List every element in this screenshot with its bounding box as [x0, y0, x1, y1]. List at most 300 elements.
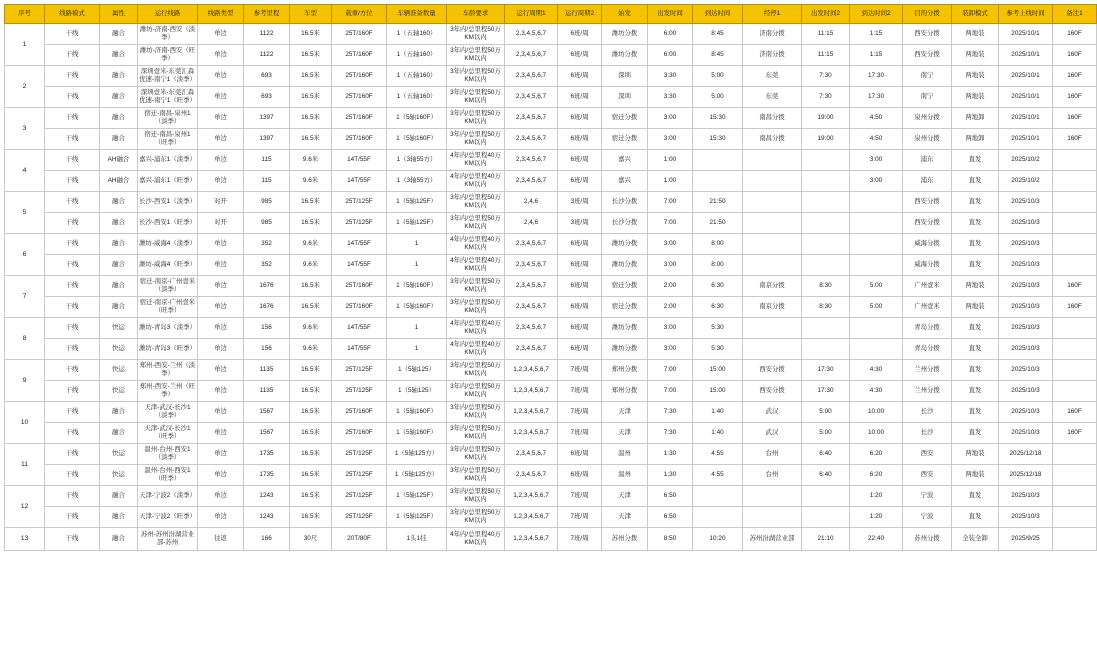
table-cell: 济南分拨: [743, 24, 802, 45]
table-cell: 16.5米: [290, 129, 332, 150]
table-cell: 25T/125F: [332, 465, 387, 486]
table-cell: 潍坊-青岛3（淡季）: [138, 318, 198, 339]
table-cell: [850, 234, 903, 255]
table-cell: 1（5轴125F）: [387, 192, 447, 213]
table-row: [5, 297, 1097, 318]
table-cell: 深圳壹米-东莞汇森优速-南宁1（淡季）: [138, 66, 198, 87]
table-cell: 1,2,3,4,5,6,7: [505, 402, 558, 423]
table-cell: 嘉兴: [602, 150, 648, 171]
column-header: 到达时间: [693, 5, 743, 24]
sequence-cell: 6: [5, 234, 45, 276]
table-cell: 直发: [952, 255, 999, 276]
table-cell: 潍坊分拨: [602, 318, 648, 339]
table-cell: 单边: [198, 255, 244, 276]
table-cell: 4:55: [693, 465, 743, 486]
table-cell: 两地装: [952, 276, 999, 297]
column-header: 运行线路: [138, 5, 198, 24]
sequence-cell: 2: [5, 66, 45, 108]
table-cell: 25T/125F: [332, 486, 387, 507]
table-cell: 融合: [100, 297, 138, 318]
table-cell: 156: [244, 318, 290, 339]
table-cell: 2,4,6: [505, 213, 558, 234]
table-cell: 352: [244, 234, 290, 255]
table-cell: 7:30: [802, 87, 850, 108]
table-cell: 温州-台州-西安1（淡季）: [138, 444, 198, 465]
table-cell: 天津-武汉-长沙1（旺季）: [138, 423, 198, 444]
table-cell: 10:20: [693, 528, 743, 551]
table-cell: 2,3,4,5,6,7: [505, 297, 558, 318]
table-cell: 潍坊分拨: [602, 45, 648, 66]
table-cell: 长沙: [903, 402, 952, 423]
table-cell: 两地卸: [952, 108, 999, 129]
table-cell: 1: [387, 234, 447, 255]
table-cell: 16.5米: [290, 507, 332, 528]
table-cell: 潍坊分拨: [602, 339, 648, 360]
table-cell: [693, 486, 743, 507]
table-cell: 1:15: [850, 24, 903, 45]
table-cell: 6班/周: [558, 276, 602, 297]
table-cell: 6:50: [648, 486, 693, 507]
table-cell: 3年内/总里程50万KM以内: [447, 24, 505, 45]
table-cell: 融合: [100, 528, 138, 551]
table-cell: 直发: [952, 381, 999, 402]
table-cell: 武汉: [743, 402, 802, 423]
table-cell: [1053, 507, 1097, 528]
sequence-cell: 1: [5, 24, 45, 66]
table-cell: 苏州分拨: [903, 528, 952, 551]
table-cell: 对开: [198, 213, 244, 234]
table-cell: 6班/周: [558, 234, 602, 255]
sequence-cell: 7: [5, 276, 45, 318]
table-cell: 单边: [198, 66, 244, 87]
table-cell: 3年内/总里程50万KM以内: [447, 507, 505, 528]
table-cell: 25T/160F: [332, 24, 387, 45]
table-cell: 9.6米: [290, 339, 332, 360]
table-cell: 南昌分拨: [743, 108, 802, 129]
table-cell: 3年内/总里程50万KM以内: [447, 486, 505, 507]
table-cell: 泉州分拨: [903, 129, 952, 150]
table-cell: 2025/10/3: [999, 234, 1053, 255]
table-cell: 两地装: [952, 45, 999, 66]
table-cell: 21:50: [693, 213, 743, 234]
table-cell: [1053, 381, 1097, 402]
table-cell: 985: [244, 192, 290, 213]
table-cell: 2025/10/1: [999, 87, 1053, 108]
table-cell: 快运: [100, 339, 138, 360]
table-cell: 2,3,4,5,6,7: [505, 255, 558, 276]
table-row: [5, 234, 1097, 255]
table-cell: 1397: [244, 108, 290, 129]
table-row: [5, 24, 1097, 45]
table-cell: 嘉兴: [602, 171, 648, 192]
table-cell: 直发: [952, 402, 999, 423]
table-cell: 21:50: [693, 192, 743, 213]
sequence-cell: 3: [5, 108, 45, 150]
table-cell: 干线: [45, 507, 100, 528]
sequence-cell: 11: [5, 444, 45, 486]
table-cell: 17:30: [802, 360, 850, 381]
table-cell: 7:30: [648, 423, 693, 444]
table-cell: 16.5米: [290, 213, 332, 234]
table-cell: 985: [244, 213, 290, 234]
table-cell: 直发: [952, 360, 999, 381]
table-cell: 单边: [198, 465, 244, 486]
table-cell: 两地装: [952, 24, 999, 45]
table-cell: 干线: [45, 234, 100, 255]
table-cell: 8:00: [693, 234, 743, 255]
table-cell: 3年内/总里程50万KM以内: [447, 213, 505, 234]
table-cell: 115: [244, 171, 290, 192]
table-row: [5, 66, 1097, 87]
table-cell: 单边: [198, 486, 244, 507]
table-cell: 16.5米: [290, 402, 332, 423]
table-cell: 6班/周: [558, 150, 602, 171]
table-cell: [1053, 234, 1097, 255]
table-cell: 8:30: [802, 297, 850, 318]
table-cell: [802, 339, 850, 360]
table-cell: 长沙分拨: [602, 192, 648, 213]
table-cell: 3年内/总里程50万KM以内: [447, 108, 505, 129]
table-cell: 1135: [244, 360, 290, 381]
table-cell: 7:00: [648, 213, 693, 234]
table-cell: [802, 486, 850, 507]
table-cell: 干线: [45, 528, 100, 551]
table-cell: 6班/周: [558, 45, 602, 66]
table-cell: 2,3,4,5,6,7: [505, 45, 558, 66]
table-cell: 7:30: [802, 66, 850, 87]
table-cell: 693: [244, 66, 290, 87]
table-cell: 1（5轴125方）: [387, 444, 447, 465]
table-cell: 干线: [45, 423, 100, 444]
table-cell: 2025/10/2: [999, 150, 1053, 171]
table-cell: 干线: [45, 486, 100, 507]
table-cell: 2025/10/3: [999, 507, 1053, 528]
table-cell: 直发: [952, 318, 999, 339]
table-cell: 融合: [100, 192, 138, 213]
table-cell: 两地卸: [952, 129, 999, 150]
table-cell: [693, 150, 743, 171]
table-cell: 1676: [244, 276, 290, 297]
table-cell: 干线: [45, 87, 100, 108]
table-cell: 直发: [952, 171, 999, 192]
table-row: [5, 444, 1097, 465]
table-cell: 1:15: [850, 45, 903, 66]
table-row: [5, 213, 1097, 234]
table-cell: 2,3,4,5,6,7: [505, 318, 558, 339]
table-cell: [743, 339, 802, 360]
table-cell: 浦东: [903, 171, 952, 192]
column-header: 车龄要求: [447, 5, 505, 24]
column-header: 运行周期1: [505, 5, 558, 24]
table-cell: 1（3轴55方）: [387, 171, 447, 192]
table-cell: 7班/周: [558, 486, 602, 507]
table-cell: 1122: [244, 24, 290, 45]
table-cell: [802, 318, 850, 339]
table-cell: 1:30: [648, 444, 693, 465]
table-cell: 16.5米: [290, 423, 332, 444]
table-cell: 潍坊-济南-西安（淡季）: [138, 24, 198, 45]
table-cell: 16.5米: [290, 465, 332, 486]
table-cell: 嘉兴-浦东1（旺季）: [138, 171, 198, 192]
table-cell: 16.5米: [290, 360, 332, 381]
table-cell: 2025/10/1: [999, 24, 1053, 45]
table-cell: 2,3,4,5,6,7: [505, 108, 558, 129]
table-cell: 苏州分拨: [602, 528, 648, 551]
table-cell: 单边: [198, 171, 244, 192]
table-cell: [850, 318, 903, 339]
table-row: [5, 171, 1097, 192]
table-cell: 1: [387, 318, 447, 339]
table-cell: 6:20: [850, 465, 903, 486]
table-cell: 往返: [198, 528, 244, 551]
table-cell: 160F: [1053, 423, 1097, 444]
table-cell: 南京分拨: [743, 297, 802, 318]
table-cell: 19:00: [802, 129, 850, 150]
table-cell: 160F: [1053, 129, 1097, 150]
table-cell: 两地装: [952, 87, 999, 108]
sequence-cell: 4: [5, 150, 45, 192]
table-cell: 两地装: [952, 66, 999, 87]
table-cell: 7:00: [648, 192, 693, 213]
table-cell: 威海分拨: [903, 255, 952, 276]
table-cell: 7:30: [648, 402, 693, 423]
table-cell: 2,3,4,5,6,7: [505, 150, 558, 171]
table-cell: 1（5轴160F）: [387, 297, 447, 318]
column-header: 线路类型: [198, 5, 244, 24]
table-cell: 16.5米: [290, 87, 332, 108]
table-cell: 14T/55F: [332, 255, 387, 276]
column-header: 装卸模式: [952, 5, 999, 24]
table-cell: 2025/10/3: [999, 318, 1053, 339]
table-cell: 1（五轴160）: [387, 45, 447, 66]
table-cell: [850, 339, 903, 360]
table-cell: 深圳: [602, 87, 648, 108]
table-cell: 天津: [602, 486, 648, 507]
table-cell: 南昌分拨: [743, 129, 802, 150]
table-cell: 3班/周: [558, 213, 602, 234]
table-cell: 1,2,3,4,5,6,7: [505, 360, 558, 381]
table-cell: [1053, 150, 1097, 171]
table-cell: 16.5米: [290, 45, 332, 66]
table-cell: 4年内/总里程40万KM以内: [447, 318, 505, 339]
table-cell: 7:00: [648, 360, 693, 381]
table-cell: 单边: [198, 276, 244, 297]
table-cell: 20T/80F: [332, 528, 387, 551]
table-cell: 156: [244, 339, 290, 360]
table-cell: [743, 192, 802, 213]
table-cell: 25T/160F: [332, 87, 387, 108]
table-cell: 10:00: [850, 402, 903, 423]
table-body: [5, 24, 1097, 551]
table-cell: 1: [387, 339, 447, 360]
table-cell: 融合: [100, 108, 138, 129]
table-cell: 宿迁-南昌-泉州1（淡季）: [138, 108, 198, 129]
sequence-cell: 5: [5, 192, 45, 234]
table-cell: 6:00: [648, 45, 693, 66]
table-cell: 6班/周: [558, 108, 602, 129]
table-cell: [802, 192, 850, 213]
table-cell: 直发: [952, 234, 999, 255]
table-cell: 深圳壹米-东莞汇森优速-南宁1（旺季）: [138, 87, 198, 108]
column-header: 车辆准备数量: [387, 5, 447, 24]
table-cell: [743, 171, 802, 192]
table-cell: 1,2,3,4,5,6,7: [505, 507, 558, 528]
table-cell: [802, 150, 850, 171]
table-cell: 5:00: [693, 66, 743, 87]
table-cell: 11:15: [802, 45, 850, 66]
table-cell: 干线: [45, 381, 100, 402]
table-cell: 25T/125F: [332, 381, 387, 402]
table-cell: 武汉: [743, 423, 802, 444]
table-cell: 22:40: [850, 528, 903, 551]
table-cell: 16.5米: [290, 276, 332, 297]
column-header: 车型: [290, 5, 332, 24]
table-cell: 11:15: [802, 24, 850, 45]
table-cell: 干线: [45, 444, 100, 465]
table-cell: 苏州-苏州汾湖营业部-苏州: [138, 528, 198, 551]
table-cell: 1:00: [648, 171, 693, 192]
table-cell: [1053, 318, 1097, 339]
table-cell: 4年内/总里程40万KM以内: [447, 234, 505, 255]
table-cell: 9.6米: [290, 150, 332, 171]
table-cell: 干线: [45, 24, 100, 45]
table-cell: 融合: [100, 24, 138, 45]
route-table-sheet: [4, 4, 1083, 658]
table-cell: 6班/周: [558, 24, 602, 45]
table-cell: [743, 486, 802, 507]
table-cell: 3:00: [648, 255, 693, 276]
table-cell: 宿迁-南昌-泉州1（旺季）: [138, 129, 198, 150]
table-cell: [802, 255, 850, 276]
table-row: [5, 87, 1097, 108]
table-cell: 干线: [45, 66, 100, 87]
table-cell: [802, 171, 850, 192]
column-header: 备注1: [1053, 5, 1097, 24]
table-cell: 2025/10/3: [999, 402, 1053, 423]
table-cell: 干线: [45, 150, 100, 171]
table-cell: 干线: [45, 318, 100, 339]
table-cell: 单边: [198, 87, 244, 108]
table-row: [5, 318, 1097, 339]
table-cell: 干线: [45, 213, 100, 234]
table-cell: 160F: [1053, 108, 1097, 129]
table-cell: 温州: [602, 444, 648, 465]
table-cell: 25T/160F: [332, 66, 387, 87]
table-cell: 9.6米: [290, 318, 332, 339]
table-cell: 1（5轴125F）: [387, 507, 447, 528]
table-cell: 1,2,3,4,5,6,7: [505, 528, 558, 551]
table-cell: 2025/10/3: [999, 381, 1053, 402]
column-header: 属性: [100, 5, 138, 24]
table-cell: 6:30: [693, 297, 743, 318]
table-cell: 1:40: [693, 423, 743, 444]
table-cell: 单边: [198, 234, 244, 255]
table-cell: 6:30: [693, 276, 743, 297]
table-cell: [1053, 171, 1097, 192]
table-cell: 2,3,4,5,6,7: [505, 444, 558, 465]
table-row: [5, 129, 1097, 150]
table-cell: 天津: [602, 507, 648, 528]
table-cell: 19:00: [802, 108, 850, 129]
table-cell: 2025/10/1: [999, 129, 1053, 150]
table-cell: 1,2,3,4,5,6,7: [505, 486, 558, 507]
table-cell: 天津-宁波2（旺季）: [138, 507, 198, 528]
table-cell: 2025/10/2: [999, 171, 1053, 192]
table-cell: 天津: [602, 423, 648, 444]
table-cell: 2025/10/3: [999, 360, 1053, 381]
table-cell: 16.5米: [290, 24, 332, 45]
table-cell: [1053, 339, 1097, 360]
table-cell: 两地装: [952, 444, 999, 465]
table-cell: 2025/12/18: [999, 444, 1053, 465]
table-row: [5, 108, 1097, 129]
table-cell: AH融合: [100, 171, 138, 192]
table-cell: 潍坊-济南-西安（旺季）: [138, 45, 198, 66]
table-cell: 2025/12/18: [999, 465, 1053, 486]
table-cell: 14T/55F: [332, 339, 387, 360]
table-cell: 1397: [244, 129, 290, 150]
table-row: [5, 465, 1097, 486]
table-cell: 1567: [244, 423, 290, 444]
table-cell: 西安: [903, 444, 952, 465]
table-cell: 单边: [198, 129, 244, 150]
table-cell: 3年内/总里程50万KM以内: [447, 129, 505, 150]
column-header: 参考上线时间: [999, 5, 1053, 24]
table-cell: 2025/10/3: [999, 213, 1053, 234]
table-cell: 2025/10/3: [999, 339, 1053, 360]
table-cell: 16.5米: [290, 486, 332, 507]
table-cell: 融合: [100, 234, 138, 255]
table-cell: 7班/周: [558, 402, 602, 423]
table-cell: 5:00: [802, 423, 850, 444]
table-cell: [1053, 192, 1097, 213]
table-cell: 直发: [952, 192, 999, 213]
table-cell: 南京分拨: [743, 276, 802, 297]
table-cell: 单边: [198, 360, 244, 381]
table-cell: 5:30: [693, 318, 743, 339]
table-cell: 青岛分拨: [903, 339, 952, 360]
table-cell: 1,2,3,4,5,6,7: [505, 381, 558, 402]
table-cell: 14T/55F: [332, 234, 387, 255]
table-cell: 25T/160F: [332, 402, 387, 423]
table-cell: 5:00: [693, 87, 743, 108]
table-cell: 台州: [743, 465, 802, 486]
table-cell: 5:00: [850, 276, 903, 297]
table-cell: 干线: [45, 402, 100, 423]
table-cell: 西安分拨: [743, 381, 802, 402]
table-cell: [1053, 528, 1097, 551]
table-cell: 4:30: [850, 360, 903, 381]
table-cell: 6:00: [648, 24, 693, 45]
table-cell: 郑州分拨: [602, 360, 648, 381]
table-cell: 3:00: [648, 108, 693, 129]
table-cell: 6:40: [802, 444, 850, 465]
table-cell: 西安分拨: [903, 24, 952, 45]
table-cell: 深圳: [602, 66, 648, 87]
table-cell: 1（5轴160F）: [387, 129, 447, 150]
table-cell: 6班/周: [558, 66, 602, 87]
table-cell: 干线: [45, 465, 100, 486]
table-cell: 融合: [100, 45, 138, 66]
table-cell: [850, 255, 903, 276]
table-cell: 3年内/总里程50万KM以内: [447, 192, 505, 213]
table-cell: 25T/160F: [332, 45, 387, 66]
table-cell: 两地装: [952, 297, 999, 318]
table-cell: 两地装: [952, 465, 999, 486]
table-cell: 4:50: [850, 108, 903, 129]
table-cell: 温州-台州-西安1（旺季）: [138, 465, 198, 486]
table-cell: 2,3,4,5,6,7: [505, 276, 558, 297]
